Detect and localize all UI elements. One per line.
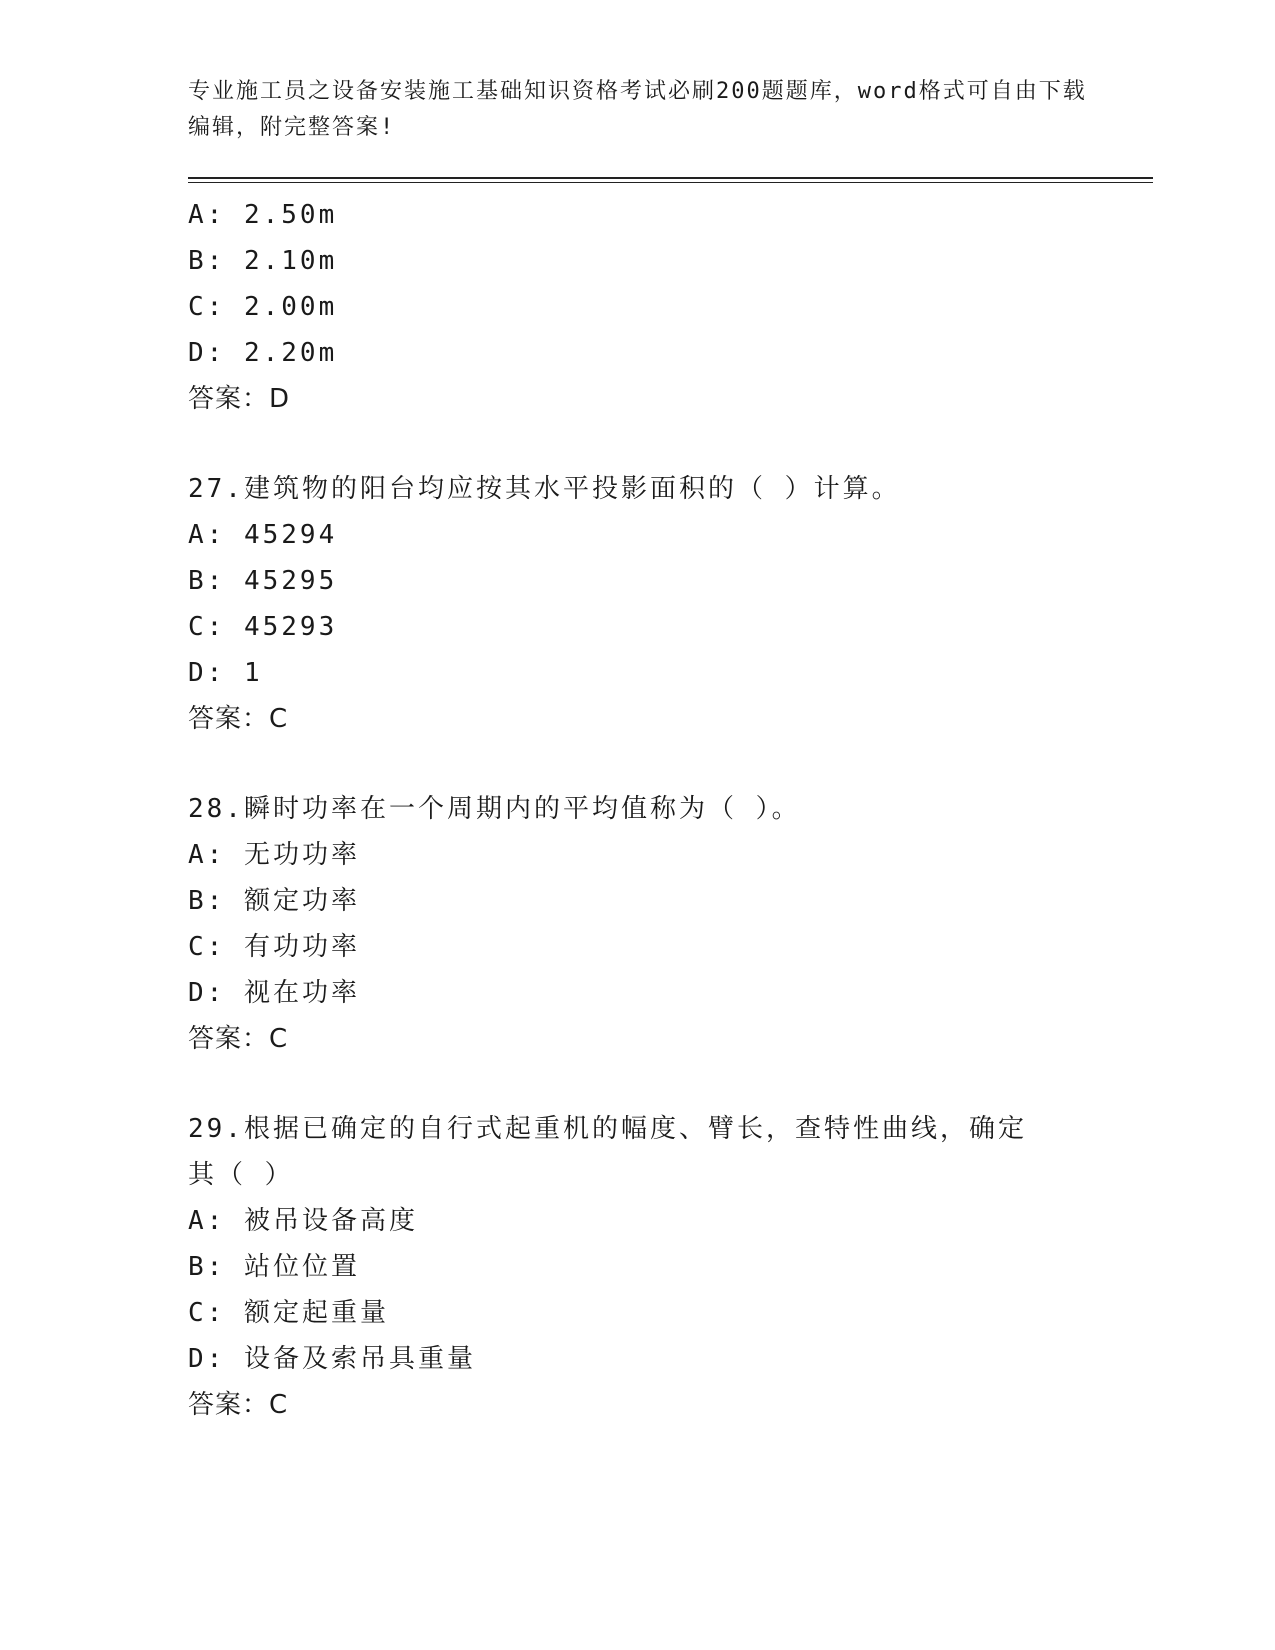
answer-line: 答案：C (188, 1390, 289, 1420)
option-d: D: 2.20m (188, 338, 338, 368)
question-text: 29.根据已确定的自行式起重机的幅度、臂长，查特性曲线，确定其（ ） (188, 1114, 1027, 1190)
answer-line: 答案：D (188, 384, 291, 414)
answer-line: 答案：C (188, 704, 289, 734)
option-a: A: 45294 (188, 520, 338, 550)
option-a: A: 无功功率 (188, 840, 360, 870)
option-a: A: 被吊设备高度 (188, 1206, 418, 1236)
option-c: C: 额定起重量 (188, 1298, 389, 1328)
question-block-28 (188, 786, 1088, 1062)
option-b: B: 额定功率 (188, 886, 360, 916)
question-block-27 (188, 466, 1088, 742)
question-list (188, 192, 1088, 1428)
header-divider-thick (188, 177, 1153, 179)
option-b: B: 2.10m (188, 246, 338, 276)
spacer (188, 422, 1088, 466)
question-text: 27.建筑物的阳台均应按其水平投影面积的（ ）计算。 (188, 474, 901, 504)
option-c: C: 45293 (188, 612, 338, 642)
header-divider-thin (188, 182, 1153, 183)
spacer (188, 1062, 1088, 1106)
spacer (188, 742, 1088, 786)
option-c: C: 有功功率 (188, 932, 360, 962)
option-d: D: 设备及索吊具重量 (188, 1344, 476, 1374)
option-b: B: 站位位置 (188, 1252, 360, 1282)
question-text: 28.瞬时功率在一个周期内的平均值称为（ ）。 (188, 794, 801, 824)
question-block-29 (188, 1106, 1088, 1428)
answer-line: 答案：C (188, 1024, 289, 1054)
option-a: A: 2.50m (188, 200, 338, 230)
question-block-26 (188, 192, 1088, 422)
option-c: C: 2.00m (188, 292, 338, 322)
option-d: D: 1 (188, 658, 263, 688)
option-d: D: 视在功率 (188, 978, 360, 1008)
option-b: B: 45295 (188, 566, 338, 596)
document-title: 专业施工员之设备安装施工基础知识资格考试必刷200题题库，word格式可自由下载编辑，附完整答案! (188, 79, 1087, 140)
